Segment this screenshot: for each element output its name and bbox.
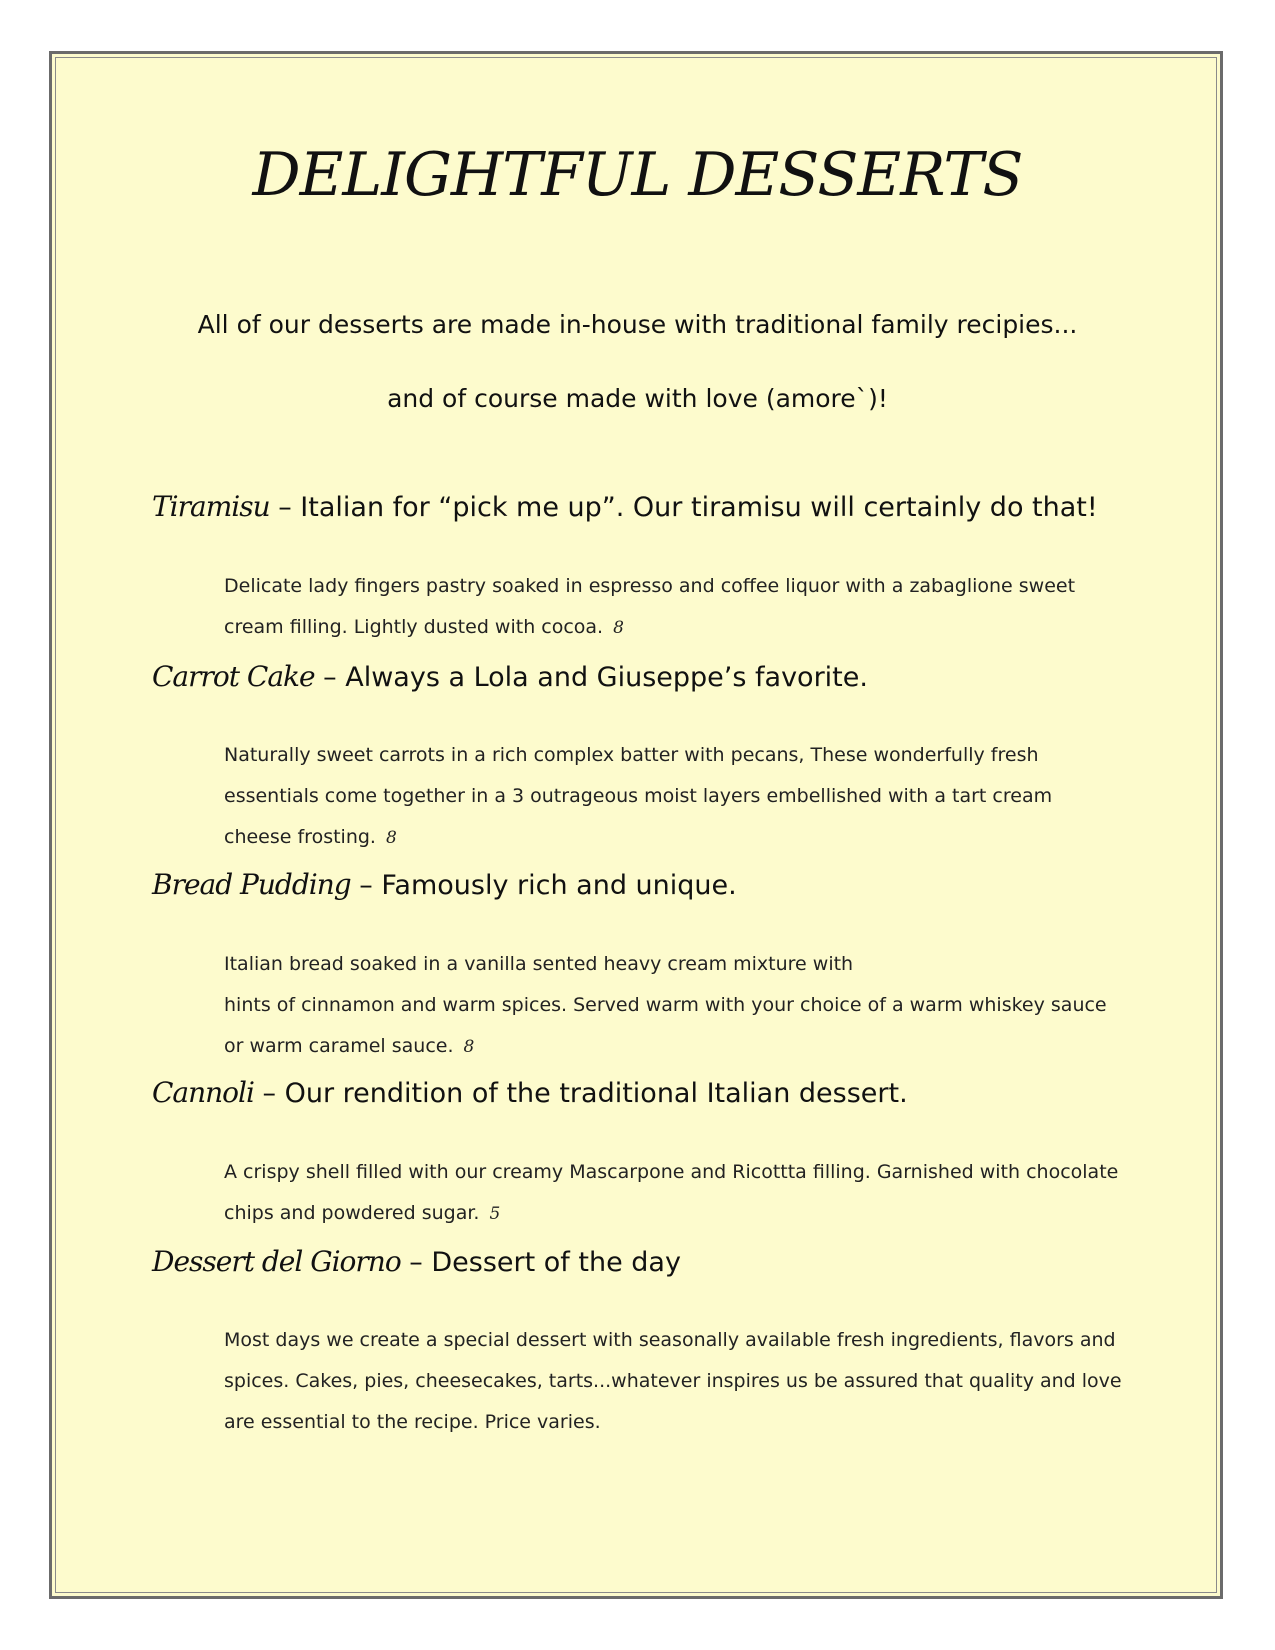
dessert-tagline: Famously rich and unique. [381, 870, 737, 901]
dessert-separator: – [400, 1247, 432, 1278]
dessert-tagline: Always a Lola and Giuseppe’s favorite. [345, 662, 868, 693]
dessert-description-tiramisu [224, 566, 1124, 649]
dessert-separator: – [314, 662, 346, 693]
dessert-description-text: A crispy shell filled with our creamy Mascarpone and Ricottta filling. Garnished with chocolate chips and powdered sugar. [224, 1161, 1119, 1224]
dessert-heading-carrot-cake [152, 660, 868, 693]
dessert-description-text: Delicate lady fingers pastry soaked in espresso and coffee liquor with a zabaglione sweet cream filling. Lightly dusted with cocoa. [224, 575, 1076, 638]
dessert-description-line-1: Italian bread soaked in a vanilla sented heavy cream mixture with [224, 953, 854, 975]
dessert-description-line-2: hints of cinnamon and warm spices. Served warm with your choice of a warm whiskey sauce or warm caramel sauce. [224, 994, 1107, 1057]
dessert-name: Tiramisu [152, 490, 270, 523]
dessert-heading-giorno [152, 1245, 681, 1278]
dessert-description-giorno [224, 1320, 1124, 1443]
dessert-heading-cannoli [152, 1076, 908, 1109]
dessert-heading-bread-pudding [152, 868, 737, 901]
dessert-price: 8 [385, 828, 397, 848]
dessert-separator: – [253, 1078, 285, 1109]
dessert-name: Cannoli [152, 1076, 254, 1109]
dessert-description-bread-pudding [224, 944, 1124, 1068]
menu-title: DELIGHTFUL DESSERTS [252, 140, 1023, 210]
dessert-description-text: Most days we create a special dessert with seasonally available fresh ingredients, flavors and spices. Cakes, pies, cheesecakes, tarts...whatever inspires us be assured that quality and love are essential to the recipe. Price varies. [224, 1329, 1122, 1433]
dessert-name: Carrot Cake [152, 660, 315, 693]
dessert-tagline: Dessert of the day [431, 1247, 681, 1278]
dessert-separator: – [269, 492, 301, 523]
dessert-description-cannoli [224, 1152, 1124, 1235]
intro-line-1: All of our desserts are made in-house with traditional family recipies... [197, 310, 1078, 339]
dessert-separator: – [350, 870, 382, 901]
dessert-price: 8 [463, 1037, 475, 1057]
dessert-tagline: Our rendition of the traditional Italian dessert. [284, 1078, 908, 1109]
dessert-name: Dessert del Giorno [152, 1245, 401, 1278]
intro-line-2: and of course made with love (amore`)! [387, 384, 888, 413]
dessert-tagline: Italian for “pick me up”. Our tiramisu will certainly do that! [300, 492, 1098, 523]
dessert-price: 5 [489, 1204, 501, 1224]
dessert-description-text: Naturally sweet carrots in a rich complex batter with pecans, These wonderfully fresh essentials come together in a 3 outrageous moist layers embellished with a tart cream cheese frosting. [224, 744, 1053, 848]
dessert-price: 8 [613, 618, 624, 638]
dessert-name: Bread Pudding [152, 868, 351, 901]
dessert-heading-tiramisu [152, 490, 1098, 523]
dessert-description-carrot-cake [224, 735, 1124, 859]
